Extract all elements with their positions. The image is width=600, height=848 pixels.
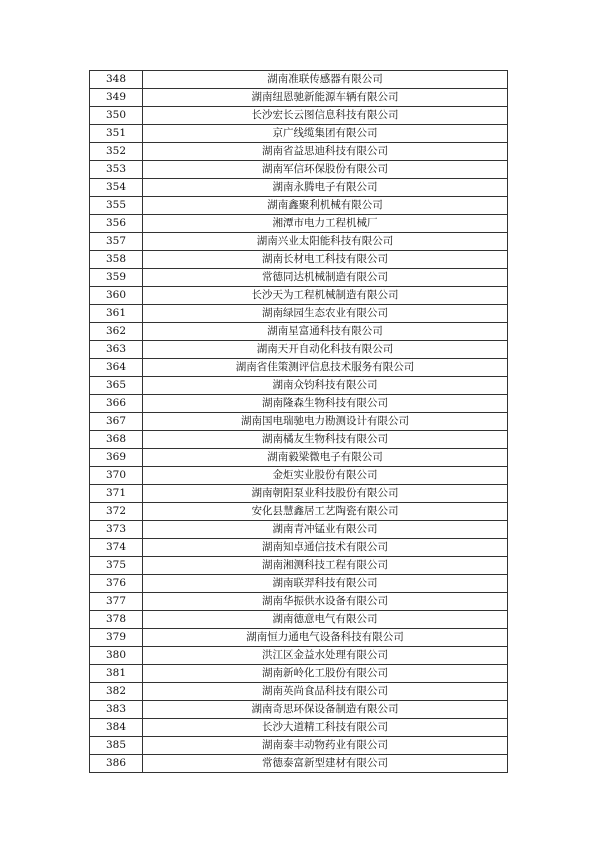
- company-name-cell: 湖南橘友生物科技有限公司: [143, 431, 508, 449]
- table-row: [90, 737, 508, 755]
- company-name-cell: 湖南省佳策测评信息技术服务有限公司: [143, 359, 508, 377]
- table-row: [90, 647, 508, 665]
- row-number-cell: 386: [90, 755, 143, 773]
- table-row: [90, 107, 508, 125]
- row-number-cell: 364: [90, 359, 143, 377]
- company-name-cell: 洪江区金益水处理有限公司: [143, 647, 508, 665]
- row-number-cell: 349: [90, 89, 143, 107]
- row-number-cell: 353: [90, 161, 143, 179]
- company-name-cell: 湖南湘测科技工程有限公司: [143, 557, 508, 575]
- company-name-cell: 湖南永腾电子有限公司: [143, 179, 508, 197]
- table-row: [90, 665, 508, 683]
- row-number-cell: 360: [90, 287, 143, 305]
- table-row: [90, 611, 508, 629]
- company-name-cell: 长沙大道精工科技有限公司: [143, 719, 508, 737]
- row-number-cell: 369: [90, 449, 143, 467]
- company-name-cell: 湖南泰丰动物药业有限公司: [143, 737, 508, 755]
- company-name-cell: 湖南长材电工科技有限公司: [143, 251, 508, 269]
- company-name-cell: 湖南恒力通电气设备科技有限公司: [143, 629, 508, 647]
- row-number-cell: 383: [90, 701, 143, 719]
- table-row: [90, 359, 508, 377]
- company-name-cell: 湖南华振供水设备有限公司: [143, 593, 508, 611]
- row-number-cell: 381: [90, 665, 143, 683]
- table-row: [90, 503, 508, 521]
- company-name-cell: 湖南联羿科技有限公司: [143, 575, 508, 593]
- row-number-cell: 375: [90, 557, 143, 575]
- table-row: [90, 125, 508, 143]
- row-number-cell: 384: [90, 719, 143, 737]
- table-row: [90, 341, 508, 359]
- company-name-cell: 湖南星富通科技有限公司: [143, 323, 508, 341]
- row-number-cell: 380: [90, 647, 143, 665]
- table-row: [90, 71, 508, 89]
- table-row: [90, 161, 508, 179]
- table-row: [90, 233, 508, 251]
- table-row: [90, 395, 508, 413]
- row-number-cell: 358: [90, 251, 143, 269]
- company-name-cell: 湖南朝阳泵业科技股份有限公司: [143, 485, 508, 503]
- row-number-cell: 385: [90, 737, 143, 755]
- row-number-cell: 379: [90, 629, 143, 647]
- row-number-cell: 376: [90, 575, 143, 593]
- company-name-cell: 湖南省益思迪科技有限公司: [143, 143, 508, 161]
- row-number-cell: 370: [90, 467, 143, 485]
- row-number-cell: 352: [90, 143, 143, 161]
- company-name-cell: 湖南绿园生态农业有限公司: [143, 305, 508, 323]
- company-name-cell: 湖南奇思环保设备制造有限公司: [143, 701, 508, 719]
- company-name-cell: 湖南隆森生物科技有限公司: [143, 395, 508, 413]
- company-name-cell: 常德泰富新型建材有限公司: [143, 755, 508, 773]
- row-number-cell: 365: [90, 377, 143, 395]
- row-number-cell: 373: [90, 521, 143, 539]
- company-name-cell: 金炬实业股份有限公司: [143, 467, 508, 485]
- company-name-cell: 湖南众钧科技有限公司: [143, 377, 508, 395]
- company-name-cell: 湖南青冲锰业有限公司: [143, 521, 508, 539]
- table-row: [90, 251, 508, 269]
- row-number-cell: 368: [90, 431, 143, 449]
- company-name-cell: 湖南毅梁微电子有限公司: [143, 449, 508, 467]
- company-name-cell: 湖南准联传感器有限公司: [143, 71, 508, 89]
- company-name-cell: 湖南天开自动化科技有限公司: [143, 341, 508, 359]
- table-row: [90, 467, 508, 485]
- table-row: [90, 431, 508, 449]
- company-name-cell: 湖南兴业太阳能科技有限公司: [143, 233, 508, 251]
- row-number-cell: 372: [90, 503, 143, 521]
- company-list-table: [89, 70, 508, 773]
- row-number-cell: 366: [90, 395, 143, 413]
- company-name-cell: 湖南新岭化工股份有限公司: [143, 665, 508, 683]
- row-number-cell: 374: [90, 539, 143, 557]
- row-number-cell: 371: [90, 485, 143, 503]
- company-name-cell: 湖南英尚食品科技有限公司: [143, 683, 508, 701]
- table-row: [90, 539, 508, 557]
- row-number-cell: 357: [90, 233, 143, 251]
- company-name-cell: 常德同达机械制造有限公司: [143, 269, 508, 287]
- row-number-cell: 362: [90, 323, 143, 341]
- row-number-cell: 354: [90, 179, 143, 197]
- table-row: [90, 269, 508, 287]
- table-row: [90, 323, 508, 341]
- company-name-cell: 湖南国电瑞驰电力勘测设计有限公司: [143, 413, 508, 431]
- table-row: [90, 557, 508, 575]
- row-number-cell: 378: [90, 611, 143, 629]
- table-row: [90, 683, 508, 701]
- company-name-cell: 安化县慧鑫居工艺陶瓷有限公司: [143, 503, 508, 521]
- row-number-cell: 377: [90, 593, 143, 611]
- company-name-cell: 湖南纽恩驰新能源车辆有限公司: [143, 89, 508, 107]
- table-row: [90, 719, 508, 737]
- company-name-cell: 湘潭市电力工程机械厂: [143, 215, 508, 233]
- row-number-cell: 351: [90, 125, 143, 143]
- company-name-cell: 湖南军信环保股份有限公司: [143, 161, 508, 179]
- table-row: [90, 143, 508, 161]
- table-row: [90, 413, 508, 431]
- row-number-cell: 355: [90, 197, 143, 215]
- row-number-cell: 348: [90, 71, 143, 89]
- company-name-cell: 湖南知卓通信技术有限公司: [143, 539, 508, 557]
- company-name-cell: 湖南鑫聚利机械有限公司: [143, 197, 508, 215]
- row-number-cell: 359: [90, 269, 143, 287]
- company-name-cell: 长沙天为工程机械制造有限公司: [143, 287, 508, 305]
- row-number-cell: 361: [90, 305, 143, 323]
- row-number-cell: 382: [90, 683, 143, 701]
- table-row: [90, 701, 508, 719]
- table-row: [90, 575, 508, 593]
- row-number-cell: 363: [90, 341, 143, 359]
- table-row: [90, 755, 508, 773]
- table-row: [90, 305, 508, 323]
- table-row: [90, 485, 508, 503]
- table-row: [90, 215, 508, 233]
- table-row: [90, 593, 508, 611]
- company-name-cell: 京广线缆集团有限公司: [143, 125, 508, 143]
- company-name-cell: 长沙宏长云图信息科技有限公司: [143, 107, 508, 125]
- table-row: [90, 521, 508, 539]
- table-row: [90, 377, 508, 395]
- row-number-cell: 367: [90, 413, 143, 431]
- row-number-cell: 350: [90, 107, 143, 125]
- table-row: [90, 197, 508, 215]
- table-row: [90, 287, 508, 305]
- table-body: [90, 71, 508, 773]
- table-row: [90, 179, 508, 197]
- row-number-cell: 356: [90, 215, 143, 233]
- company-name-cell: 湖南德意电气有限公司: [143, 611, 508, 629]
- table-row: [90, 449, 508, 467]
- table-row: [90, 89, 508, 107]
- table-row: [90, 629, 508, 647]
